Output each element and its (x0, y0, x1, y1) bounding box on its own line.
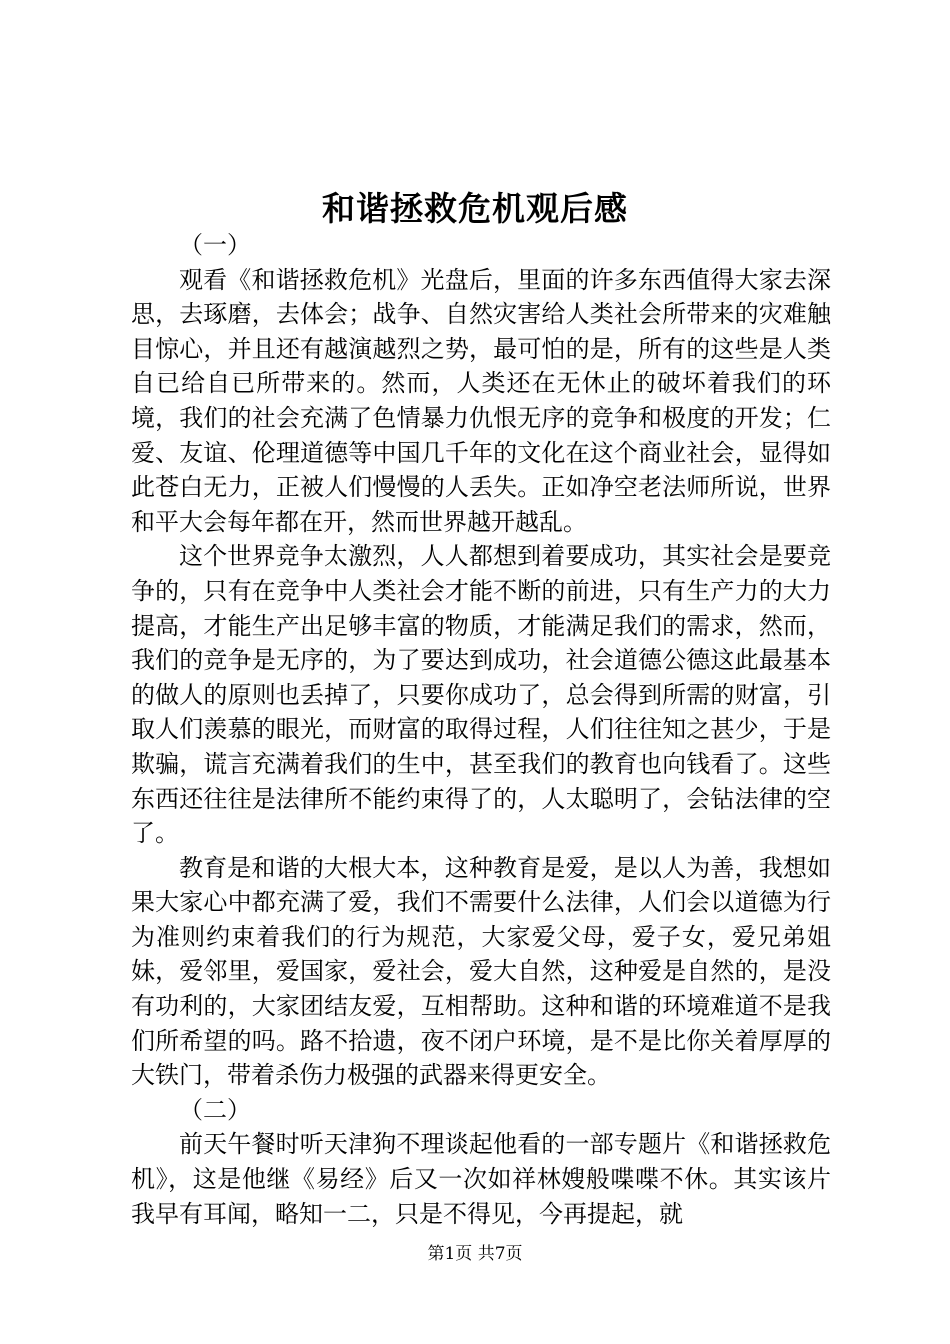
paragraph: 教育是和谐的大根大本，这种教育是爱，是以人为善，我想如果大家心中都充满了爱，我们不需要什么法律，人们会以道德为行为准则约束着我们的行为规范，大家爱父母，爱子女，爱兄弟姐妹，爱邻里，爱国家，爱社会，爱大自然，这种爱是自然的，是没有功利的，大家团结友爱，互相帮助。这种和谐的环境难道不是我们所希望的吗。路不拾遗，夜不闭户环境，是不是比你关着厚厚的大铁门，带着杀伤力极强的武器来得更安全。 (131, 853, 831, 1090)
page-footer: 第1页 共7页 (427, 1244, 523, 1264)
document-title: 和谐拯救危机观后感 (322, 189, 628, 228)
section-heading: （一） (179, 231, 251, 259)
document-body (131, 228, 831, 1231)
paragraph: 观看《和谐拯救危机》光盘后，里面的许多东西值得大家去深思，去琢磨，去体会；战争、自然灾害给人类社会所带来的灾难触目惊心，并且还有越演越烈之势，最可怕的是，所有的这些是人类自已给自已所带来的。然而，人类还在无休止的破坏着我们的环境，我们的社会充满了色情暴力仇恨无序的竞争和极度的开发；仁爱、友谊、伦理道德等中国几千年的文化在这个商业社会，显得如此苍白无力，正被人们慢慢的人丢失。正如净空老法师所说，世界和平大会每年都在开，然而世界越开越乱。 (131, 265, 831, 536)
paragraph: 前天午餐时听天津狗不理谈起他看的一部专题片《和谐拯救危机》，这是他继《易经》后又一次如祥林嫂般喋喋不休。其实该片我早有耳闻，略知一二，只是不得见，今再提起，就 (131, 1130, 831, 1228)
section-heading: （二） (179, 1095, 251, 1124)
paragraph: 这个世界竞争太激烈，人人都想到着要成功，其实社会是要竞争的，只有在竞争中人类社会才能不断的前进，只有生产力的大力提高，才能生产出足够丰富的物质，才能满足我们的需求，然而，我们的竞争是无序的，为了要达到成功，社会道德公德这此最基本的做人的原则也丢掉了，只要你成功了，总会得到所需的财富，引取人们羡慕的眼光，而财富的取得过程，人们往往知之甚少，于是欺骗，谎言充满着我们的生中，甚至我们的教育也向钱看了。这些东西还往往是法律所不能约束得了的，人太聪明了，会钻法律的空了。 (131, 542, 831, 848)
